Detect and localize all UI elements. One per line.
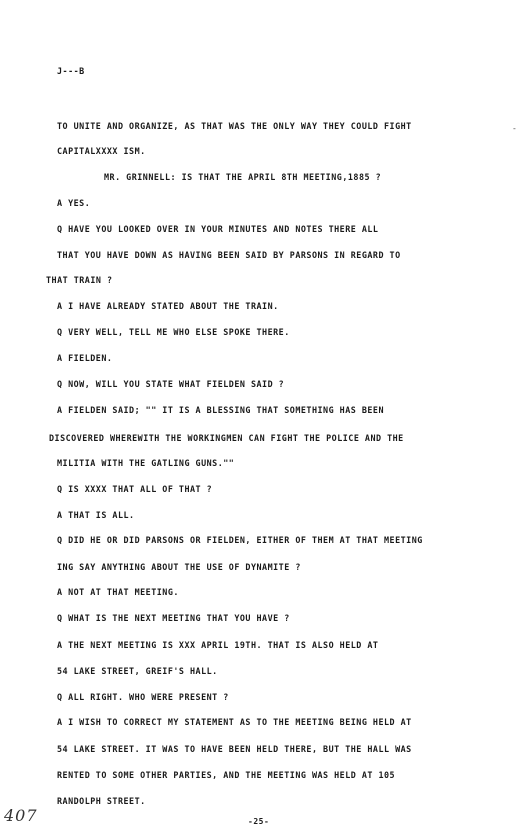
text-line: Q VERY WELL, TELL ME WHO ELSE SPOKE THERE. <box>57 327 290 337</box>
page-number: -25- <box>248 817 270 826</box>
header-code: J---B <box>57 66 85 76</box>
text-line: Q DID HE OR DID PARSONS OR FIELDEN, EITHER OF THEM AT THAT MEETING <box>57 535 423 545</box>
text-line: 54 LAKE STREET. IT WAS TO HAVE BEEN HELD THERE, BUT THE HALL WAS <box>57 744 412 754</box>
text-line: Q IS XXXX THAT ALL OF THAT ? <box>57 484 213 494</box>
text-line: A YES. <box>57 198 91 208</box>
text-line: A FIELDEN. <box>57 353 113 363</box>
text-line: Q WHAT IS THE NEXT MEETING THAT YOU HAVE ? <box>57 613 290 623</box>
text-line: THAT TRAIN ? <box>46 275 113 285</box>
text-line: ING SAY ANYTHING ABOUT THE USE OF DYNAMITE ? <box>57 562 301 572</box>
text-line: Q HAVE YOU LOOKED OVER IN YOUR MINUTES AND NOTES THERE ALL <box>57 224 379 234</box>
text-line: THAT YOU HAVE DOWN AS HAVING BEEN SAID BY PARSONS IN REGARD TO <box>57 250 401 260</box>
text-line: TO UNITE AND ORGANIZE, AS THAT WAS THE ONLY WAY THEY COULD FIGHT <box>57 121 412 131</box>
margin-mark: - <box>512 124 517 133</box>
text-line: CAPITALXXXX ISM. <box>57 146 146 156</box>
text-line: A FIELDEN SAID; "" IT IS A BLESSING THAT SOMETHING HAS BEEN <box>57 405 384 415</box>
text-line: Q NOW, WILL YOU STATE WHAT FIELDEN SAID ? <box>57 379 285 389</box>
text-line: MILITIA WITH THE GATLING GUNS."" <box>57 458 235 468</box>
text-line: A I WISH TO CORRECT MY STATEMENT AS TO THE MEETING BEING HELD AT <box>57 717 412 727</box>
text-line: MR. GRINNELL: IS THAT THE APRIL 8TH MEETING,1885 ? <box>104 172 382 182</box>
text-line: RANDOLPH STREET. <box>57 796 146 806</box>
text-line: DISCOVERED WHEREWITH THE WORKINGMEN CAN FIGHT THE POLICE AND THE <box>49 433 404 443</box>
text-line: Q ALL RIGHT. WHO WERE PRESENT ? <box>57 692 229 702</box>
text-line: A THAT IS ALL. <box>57 510 135 520</box>
handwritten-page-note: 407 <box>4 806 38 825</box>
text-line: A THE NEXT MEETING IS XXX APRIL 19TH. THAT IS ALSO HELD AT <box>57 640 379 650</box>
text-line: A NOT AT THAT MEETING. <box>57 587 179 597</box>
text-line: RENTED TO SOME OTHER PARTIES, AND THE MEETING WAS HELD AT 105 <box>57 770 396 780</box>
text-line: 54 LAKE STREET, GREIF'S HALL. <box>57 666 218 676</box>
text-line: A I HAVE ALREADY STATED ABOUT THE TRAIN. <box>57 301 279 311</box>
